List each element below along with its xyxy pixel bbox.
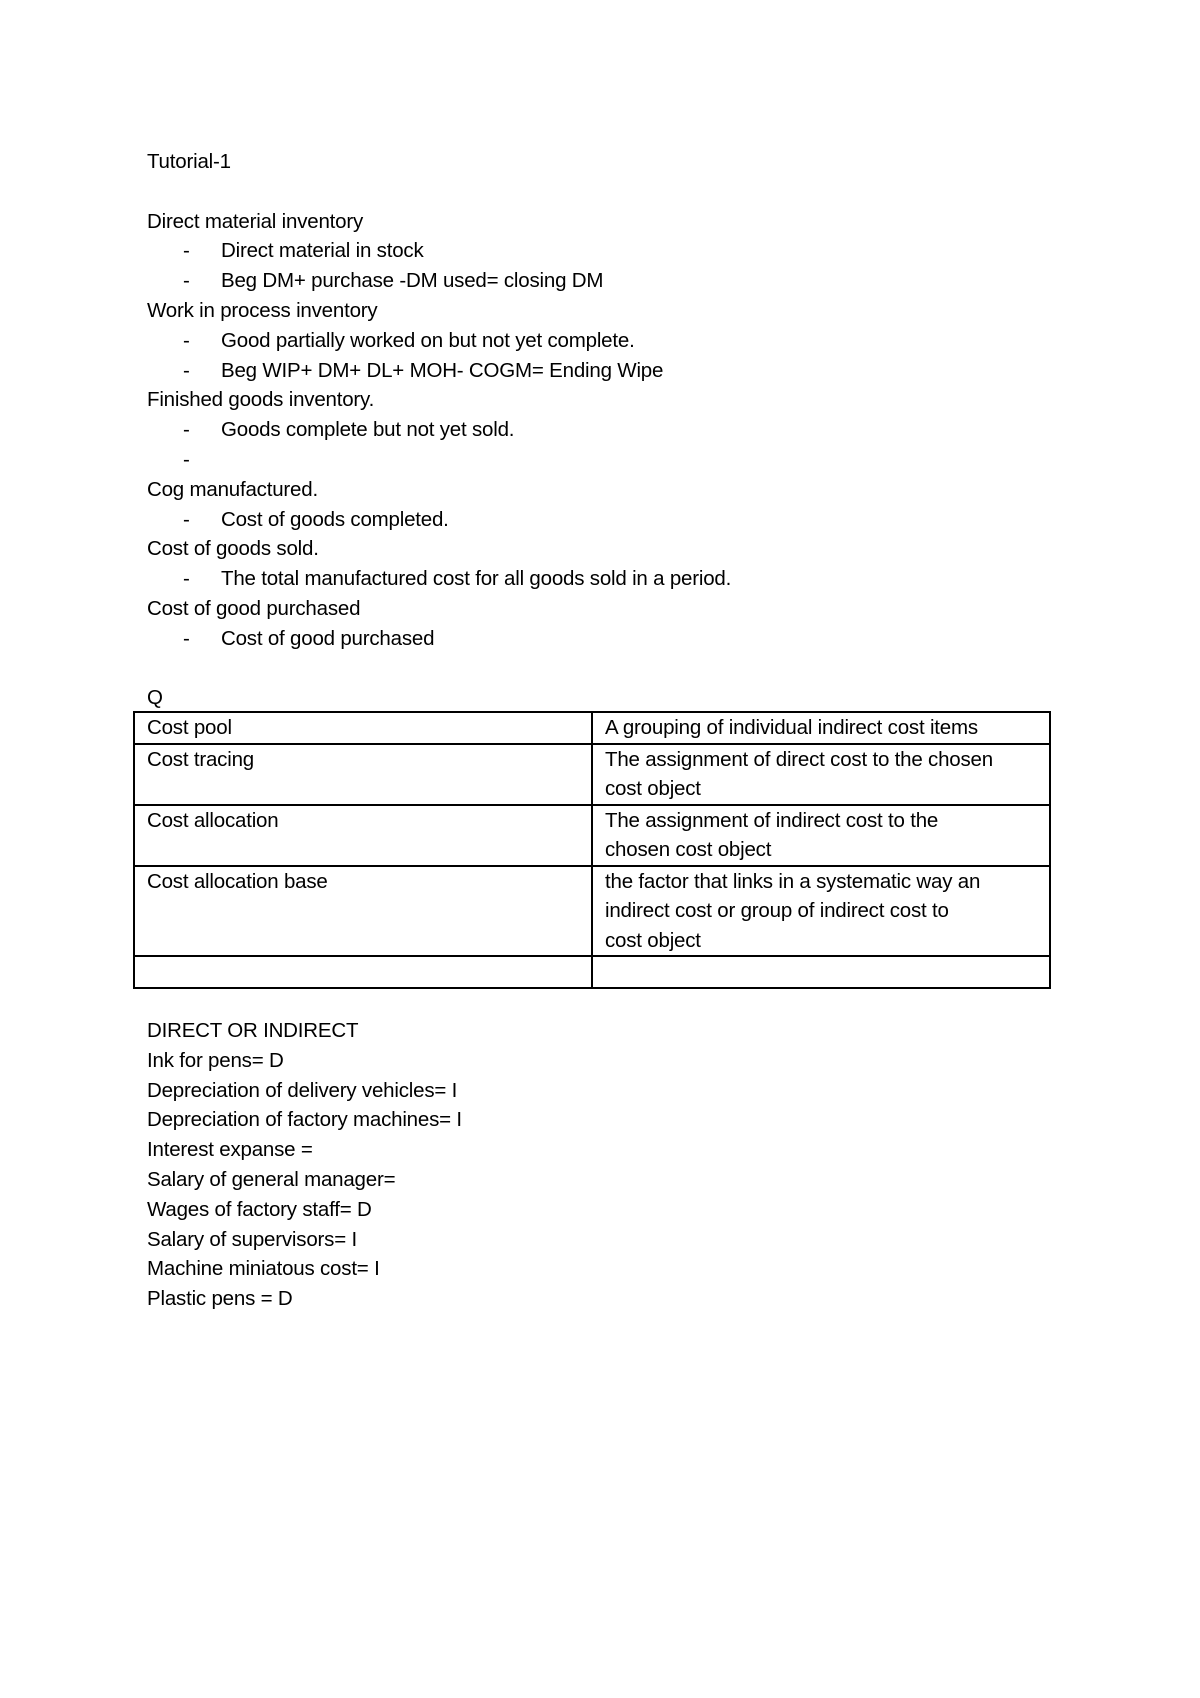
table-row xyxy=(134,805,1050,866)
bullet-item xyxy=(147,326,1047,356)
table-row xyxy=(134,712,1050,744)
classification-item: Depreciation of delivery vehicles= I xyxy=(147,1078,458,1102)
bullet-item xyxy=(147,236,1047,266)
definition-cell: The assignment of direct cost to the chosen cost object xyxy=(592,744,1050,805)
notes-body xyxy=(147,147,1047,713)
table-row xyxy=(134,866,1050,957)
document-title: Tutorial-1 xyxy=(147,150,231,173)
definition-cell xyxy=(592,956,1050,988)
dash-marker: - xyxy=(183,626,190,650)
dash-marker: - xyxy=(183,328,190,352)
bullet-text: Good partially worked on but not yet complete. xyxy=(221,328,635,352)
table-row xyxy=(134,744,1050,805)
classification-item: Plastic pens = D xyxy=(147,1287,293,1311)
term-cell: Cost tracing xyxy=(134,744,592,805)
dash-marker: - xyxy=(183,358,190,382)
classification-item: Salary of supervisors= I xyxy=(147,1227,357,1251)
classification-item: Ink for pens= D xyxy=(147,1048,284,1072)
dash-marker: - xyxy=(183,447,190,471)
bullet-item xyxy=(147,564,1047,594)
bullet-text: Beg WIP+ DM+ DL+ MOH- COGM= Ending Wipe xyxy=(221,358,664,382)
classification-list xyxy=(147,1016,462,1314)
definition-cell: the factor that links in a systematic way an indirect cost or group of indirect cost to cost object xyxy=(592,866,1050,957)
dash-marker: - xyxy=(183,239,190,263)
definitions-table xyxy=(133,711,1051,989)
term-cell: Cost allocation base xyxy=(134,866,592,957)
dash-marker: - xyxy=(183,567,190,591)
bullet-item xyxy=(147,415,1047,445)
dash-marker: - xyxy=(183,418,190,442)
table-body xyxy=(134,712,1050,988)
bullet-text: The total manufactured cost for all goods sold in a period. xyxy=(221,567,732,591)
term-cell: Cost allocation xyxy=(134,805,592,866)
definition-cell: A grouping of individual indirect cost items xyxy=(592,712,1050,744)
section-heading: Cost of good purchased xyxy=(147,596,361,620)
classification-item: Wages of factory staff= D xyxy=(147,1197,372,1221)
bullet-text: Cost of goods completed. xyxy=(221,507,449,531)
classification-item: Machine miniatous cost= I xyxy=(147,1257,380,1281)
section-heading: Cost of goods sold. xyxy=(147,537,319,561)
question-label: Q xyxy=(147,686,163,710)
definition-cell: The assignment of indirect cost to the chosen cost object xyxy=(592,805,1050,866)
definitions-table-wrapper xyxy=(133,711,1051,989)
term-cell xyxy=(134,956,592,988)
term-cell: Cost pool xyxy=(134,712,592,744)
bullet-text: Direct material in stock xyxy=(221,239,424,263)
bullet-item xyxy=(147,266,1047,296)
bullet-item xyxy=(147,445,1047,475)
blank-line xyxy=(147,654,1047,684)
classification-item: Interest expanse = xyxy=(147,1138,313,1162)
bullet-item xyxy=(147,624,1047,654)
dash-marker: - xyxy=(183,507,190,531)
section-heading: Finished goods inventory. xyxy=(147,388,375,412)
section-heading: Cog manufactured. xyxy=(147,477,318,501)
bullet-item xyxy=(147,356,1047,386)
blank-line xyxy=(147,177,1047,207)
bullet-text: Cost of good purchased xyxy=(221,626,435,650)
bullet-text: Goods complete but not yet sold. xyxy=(221,418,515,442)
table-row xyxy=(134,956,1050,988)
dash-marker: - xyxy=(183,269,190,293)
classification-item: Salary of general manager= xyxy=(147,1167,396,1191)
section-heading: Work in process inventory xyxy=(147,298,378,322)
classification-heading: DIRECT OR INDIRECT xyxy=(147,1019,359,1042)
bullet-text: Beg DM+ purchase -DM used= closing DM xyxy=(221,269,604,293)
bullet-item xyxy=(147,505,1047,535)
classification-item: Depreciation of factory machines= I xyxy=(147,1108,462,1132)
section-heading: Direct material inventory xyxy=(147,209,364,233)
